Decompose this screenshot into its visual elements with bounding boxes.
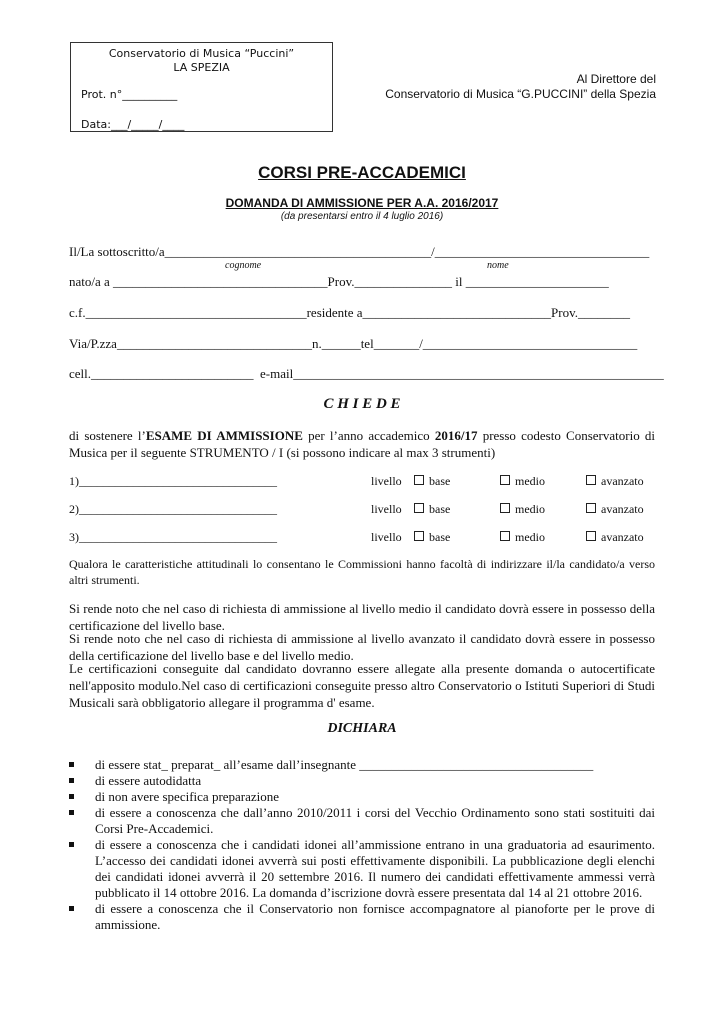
protocol-number-field[interactable]: Prot. n°__________ xyxy=(81,88,178,101)
bullet-icon xyxy=(69,810,74,815)
livello-label: livello xyxy=(371,530,402,544)
bullet-icon xyxy=(69,794,74,799)
bullet-icon xyxy=(69,842,74,847)
instrument-3-field[interactable]: 3)_________________________________ xyxy=(69,530,277,544)
contact-field-line[interactable]: cell._________________________ e-mail_________________________________________________________ xyxy=(69,366,664,381)
bullet-icon xyxy=(69,778,74,783)
instrument-1-medio-checkbox[interactable]: medio xyxy=(500,474,545,489)
instrument-1-base-checkbox[interactable]: base xyxy=(414,474,450,489)
address-field-line[interactable]: Via/P.zza______________________________n.______tel_______/_________________________________ xyxy=(69,336,638,351)
protocol-institution: Conservatorio di Musica “Puccini” xyxy=(108,47,295,60)
instrument-3-avanzato-checkbox[interactable]: avanzato xyxy=(586,530,644,545)
checkbox-icon xyxy=(414,531,424,541)
checkbox-icon xyxy=(500,531,510,541)
checkbox-icon xyxy=(414,475,424,485)
instrument-2-field[interactable]: 2)_________________________________ xyxy=(69,502,277,516)
list-item: di essere a conoscenza che i candidati idonei all’ammissione entrano in una graduatoria ad esaurimento. L’accesso dei candidati idonei avverrà sui posti effettivamente disponibili. La pubblicazione degli elenchi dei candidati idonei avverrà il 20 settembre 2016. Il numero dei candidati effettivamente ammessi verrà pubblicato il 14 ottobre 2016. La domanda d’iscrizione dovrà essere presentata dal 14 al 21 ottobre 2016. xyxy=(69,837,655,901)
birthplace-field-line[interactable]: nato/a a _________________________________Prov._______________ il ______________________ xyxy=(69,274,609,289)
protocol-box xyxy=(70,42,333,132)
subtitle-note: (da presentarsi entro il 4 luglio 2016) xyxy=(280,211,444,222)
list-item: di essere autodidatta xyxy=(69,773,655,789)
instrument-2-medio-checkbox[interactable]: medio xyxy=(500,502,545,517)
checkbox-icon xyxy=(586,503,596,513)
protocol-date-field[interactable]: Data:___/_____/____ xyxy=(81,118,185,131)
checkbox-icon xyxy=(586,531,596,541)
dichiara-list xyxy=(69,757,655,933)
info-paragraph-3: Le certificazioni conseguite dal candidato dovranno essere allegate alla presente domanda o autocertificate nell'apposito modulo.Nel caso di certificazioni conseguite presso altro Conservatorio o Istituti Superiori di Studi Musicali sarà obbligatorio allegare il programma d' esame. xyxy=(69,661,655,710)
instrument-2-avanzato-checkbox[interactable]: avanzato xyxy=(586,502,644,517)
hint-cognome: cognome xyxy=(225,260,262,271)
checkbox-icon xyxy=(586,475,596,485)
instrument-3-medio-checkbox[interactable]: medio xyxy=(500,530,545,545)
checkbox-icon xyxy=(500,503,510,513)
name-field-line[interactable]: Il/La sottoscritto/a_________________________________________/_________________________________ xyxy=(69,244,650,259)
list-item: di non avere specifica preparazione xyxy=(69,789,655,805)
list-item: di essere stat_ preparat_ all’esame dall’insegnante ____________________________________ xyxy=(69,757,655,773)
bullet-icon xyxy=(69,762,74,767)
hint-nome: nome xyxy=(487,260,509,271)
page-subtitle: DOMANDA DI AMMISSIONE PER A.A. 2016/2017 xyxy=(225,196,499,210)
checkbox-icon xyxy=(414,503,424,513)
instrument-2-base-checkbox[interactable]: base xyxy=(414,502,450,517)
addressee-line2: Conservatorio di Musica “G.PUCCINI” della Spezia xyxy=(385,87,656,101)
livello-label: livello xyxy=(371,474,402,488)
fiscal-code-field-line[interactable]: c.f.__________________________________residente a_____________________________Prov.________ xyxy=(69,305,631,320)
bullet-icon xyxy=(69,906,74,911)
page-title: CORSI PRE-ACCADEMICI xyxy=(258,163,466,182)
info-paragraph-1: Si rende noto che nel caso di richiesta di ammissione al livello medio il candidato dovrà essere in possesso della certificazione del livello base. xyxy=(69,601,655,633)
chiede-text: di sostenere l’ESAME DI AMMISSIONE per l’anno accademico 2016/17 presso codesto Conservatorio di Musica per il seguente STRUMENTO / I (si possono indicare al max 3 strumenti) xyxy=(69,428,656,460)
info-paragraph-2: Si rende noto che nel caso di richiesta di ammissione al livello avanzato il candidato dovrà essere in possesso della certificazione del livello base e del livello medio. xyxy=(69,631,655,663)
checkbox-icon xyxy=(500,475,510,485)
chiede-heading: C H I E D E xyxy=(323,396,401,412)
instrument-3-base-checkbox[interactable]: base xyxy=(414,530,450,545)
list-item: di essere a conoscenza che dall’anno 2010/2011 i corsi del Vecchio Ordinamento sono stati sostituiti dai Corsi Pre-Accademici. xyxy=(69,805,655,837)
attitude-note: Qualora le caratteristiche attitudinali lo consentano le Commissioni hanno facoltà di indirizzare il/la candidato/a verso altri strumenti. xyxy=(69,557,655,587)
dichiara-heading: DICHIARA xyxy=(327,721,397,736)
instrument-1-avanzato-checkbox[interactable]: avanzato xyxy=(586,474,644,489)
list-item: di essere a conoscenza che il Conservatorio non fornisce accompagnatore al pianoforte per le prove di ammissione. xyxy=(69,901,655,933)
instrument-1-field[interactable]: 1)_________________________________ xyxy=(69,474,277,488)
protocol-city: LA SPEZIA xyxy=(173,61,230,74)
livello-label: livello xyxy=(371,502,402,516)
addressee-line1: Al Direttore del xyxy=(576,72,656,86)
